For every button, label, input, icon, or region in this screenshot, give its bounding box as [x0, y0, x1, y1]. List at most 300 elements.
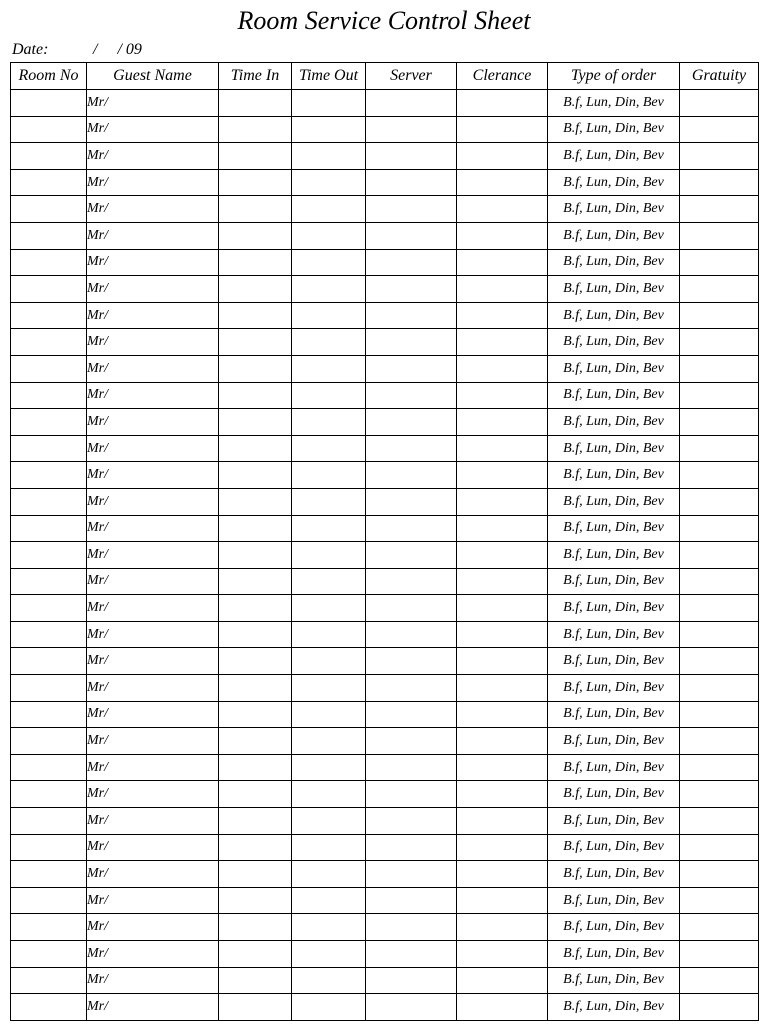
clerance-cell	[457, 462, 548, 489]
gratuity-cell	[680, 834, 759, 861]
type-of-order-cell: B.f, Lun, Din, Bev	[548, 249, 680, 276]
guest-name-cell: Mr/	[87, 675, 219, 702]
gratuity-cell	[680, 887, 759, 914]
gratuity-cell	[680, 648, 759, 675]
type-of-order-cell: B.f, Lun, Din, Bev	[548, 754, 680, 781]
type-of-order-cell: B.f, Lun, Din, Bev	[548, 409, 680, 436]
type-of-order-cell: B.f, Lun, Din, Bev	[548, 302, 680, 329]
server-cell	[366, 914, 457, 941]
guest-name-cell: Mr/	[87, 409, 219, 436]
header-row	[11, 63, 759, 90]
clerance-cell	[457, 808, 548, 835]
col-header-time-in: Time In	[219, 63, 292, 90]
table-row	[11, 621, 759, 648]
server-cell	[366, 302, 457, 329]
gratuity-cell	[680, 169, 759, 196]
server-cell	[366, 196, 457, 223]
time-in-cell	[219, 994, 292, 1021]
guest-name-cell: Mr/	[87, 621, 219, 648]
type-of-order-cell: B.f, Lun, Din, Bev	[548, 781, 680, 808]
time-out-cell	[292, 222, 366, 249]
table-row	[11, 542, 759, 569]
room-no-cell	[11, 701, 87, 728]
guest-name-cell: Mr/	[87, 754, 219, 781]
time-in-cell	[219, 542, 292, 569]
table-row	[11, 675, 759, 702]
time-in-cell	[219, 675, 292, 702]
type-of-order-cell: B.f, Lun, Din, Bev	[548, 728, 680, 755]
gratuity-cell	[680, 861, 759, 888]
server-cell	[366, 249, 457, 276]
clerance-cell	[457, 675, 548, 702]
server-cell	[366, 143, 457, 170]
server-cell	[366, 941, 457, 968]
server-cell	[366, 222, 457, 249]
guest-name-cell: Mr/	[87, 941, 219, 968]
type-of-order-cell: B.f, Lun, Din, Bev	[548, 143, 680, 170]
gratuity-cell	[680, 515, 759, 542]
room-no-cell	[11, 834, 87, 861]
type-of-order-cell: B.f, Lun, Din, Bev	[548, 169, 680, 196]
clerance-cell	[457, 941, 548, 968]
control-sheet-table	[10, 62, 759, 1021]
guest-name-cell: Mr/	[87, 90, 219, 117]
room-no-cell	[11, 967, 87, 994]
time-in-cell	[219, 754, 292, 781]
gratuity-cell	[680, 754, 759, 781]
time-out-cell	[292, 116, 366, 143]
room-no-cell	[11, 249, 87, 276]
room-no-cell	[11, 675, 87, 702]
table-row	[11, 169, 759, 196]
room-no-cell	[11, 435, 87, 462]
time-out-cell	[292, 382, 366, 409]
gratuity-cell	[680, 302, 759, 329]
guest-name-cell: Mr/	[87, 169, 219, 196]
table-row	[11, 196, 759, 223]
time-in-cell	[219, 409, 292, 436]
col-header-gratuity: Gratuity	[680, 63, 759, 90]
guest-name-cell: Mr/	[87, 302, 219, 329]
table-row	[11, 701, 759, 728]
room-no-cell	[11, 941, 87, 968]
time-out-cell	[292, 675, 366, 702]
room-no-cell	[11, 488, 87, 515]
type-of-order-cell: B.f, Lun, Din, Bev	[548, 914, 680, 941]
time-in-cell	[219, 621, 292, 648]
table-row	[11, 355, 759, 382]
guest-name-cell: Mr/	[87, 994, 219, 1021]
table-row	[11, 382, 759, 409]
table-row	[11, 435, 759, 462]
time-out-cell	[292, 435, 366, 462]
time-in-cell	[219, 568, 292, 595]
guest-name-cell: Mr/	[87, 249, 219, 276]
time-out-cell	[292, 169, 366, 196]
server-cell	[366, 409, 457, 436]
type-of-order-cell: B.f, Lun, Din, Bev	[548, 116, 680, 143]
type-of-order-cell: B.f, Lun, Din, Bev	[548, 196, 680, 223]
server-cell	[366, 701, 457, 728]
room-no-cell	[11, 728, 87, 755]
clerance-cell	[457, 542, 548, 569]
time-out-cell	[292, 196, 366, 223]
room-no-cell	[11, 222, 87, 249]
clerance-cell	[457, 435, 548, 462]
gratuity-cell	[680, 967, 759, 994]
time-out-cell	[292, 728, 366, 755]
time-out-cell	[292, 542, 366, 569]
time-in-cell	[219, 701, 292, 728]
time-in-cell	[219, 728, 292, 755]
room-no-cell	[11, 861, 87, 888]
server-cell	[366, 887, 457, 914]
gratuity-cell	[680, 994, 759, 1021]
guest-name-cell: Mr/	[87, 914, 219, 941]
time-in-cell	[219, 435, 292, 462]
time-in-cell	[219, 781, 292, 808]
time-out-cell	[292, 90, 366, 117]
table-row	[11, 754, 759, 781]
time-in-cell	[219, 834, 292, 861]
time-in-cell	[219, 169, 292, 196]
guest-name-cell: Mr/	[87, 568, 219, 595]
gratuity-cell	[680, 355, 759, 382]
server-cell	[366, 488, 457, 515]
type-of-order-cell: B.f, Lun, Din, Bev	[548, 595, 680, 622]
table-row	[11, 116, 759, 143]
table-row	[11, 568, 759, 595]
server-cell	[366, 568, 457, 595]
table-row	[11, 276, 759, 303]
gratuity-cell	[680, 808, 759, 835]
room-no-cell	[11, 914, 87, 941]
server-cell	[366, 728, 457, 755]
room-no-cell	[11, 355, 87, 382]
time-in-cell	[219, 355, 292, 382]
time-out-cell	[292, 621, 366, 648]
room-no-cell	[11, 648, 87, 675]
time-in-cell	[219, 462, 292, 489]
room-no-cell	[11, 887, 87, 914]
time-out-cell	[292, 515, 366, 542]
time-out-cell	[292, 994, 366, 1021]
gratuity-cell	[680, 196, 759, 223]
type-of-order-cell: B.f, Lun, Din, Bev	[548, 488, 680, 515]
time-out-cell	[292, 887, 366, 914]
date-value: / / 09	[93, 41, 142, 58]
gratuity-cell	[680, 728, 759, 755]
type-of-order-cell: B.f, Lun, Din, Bev	[548, 90, 680, 117]
room-no-cell	[11, 409, 87, 436]
gratuity-cell	[680, 116, 759, 143]
gratuity-cell	[680, 329, 759, 356]
room-no-cell	[11, 143, 87, 170]
type-of-order-cell: B.f, Lun, Din, Bev	[548, 462, 680, 489]
type-of-order-cell: B.f, Lun, Din, Bev	[548, 222, 680, 249]
clerance-cell	[457, 222, 548, 249]
gratuity-cell	[680, 143, 759, 170]
clerance-cell	[457, 887, 548, 914]
server-cell	[366, 648, 457, 675]
time-in-cell	[219, 488, 292, 515]
server-cell	[366, 967, 457, 994]
type-of-order-cell: B.f, Lun, Din, Bev	[548, 435, 680, 462]
time-in-cell	[219, 808, 292, 835]
clerance-cell	[457, 914, 548, 941]
guest-name-cell: Mr/	[87, 462, 219, 489]
type-of-order-cell: B.f, Lun, Din, Bev	[548, 861, 680, 888]
type-of-order-cell: B.f, Lun, Din, Bev	[548, 621, 680, 648]
gratuity-cell	[680, 595, 759, 622]
gratuity-cell	[680, 249, 759, 276]
time-in-cell	[219, 276, 292, 303]
room-no-cell	[11, 754, 87, 781]
time-in-cell	[219, 302, 292, 329]
type-of-order-cell: B.f, Lun, Din, Bev	[548, 568, 680, 595]
gratuity-cell	[680, 488, 759, 515]
clerance-cell	[457, 781, 548, 808]
room-no-cell	[11, 781, 87, 808]
room-no-cell	[11, 462, 87, 489]
clerance-cell	[457, 994, 548, 1021]
gratuity-cell	[680, 276, 759, 303]
guest-name-cell: Mr/	[87, 834, 219, 861]
gratuity-cell	[680, 435, 759, 462]
type-of-order-cell: B.f, Lun, Din, Bev	[548, 808, 680, 835]
type-of-order-cell: B.f, Lun, Din, Bev	[548, 675, 680, 702]
type-of-order-cell: B.f, Lun, Din, Bev	[548, 648, 680, 675]
table-row	[11, 90, 759, 117]
guest-name-cell: Mr/	[87, 355, 219, 382]
server-cell	[366, 435, 457, 462]
server-cell	[366, 116, 457, 143]
guest-name-cell: Mr/	[87, 329, 219, 356]
clerance-cell	[457, 116, 548, 143]
room-no-cell	[11, 515, 87, 542]
table-row	[11, 222, 759, 249]
room-no-cell	[11, 994, 87, 1021]
time-in-cell	[219, 941, 292, 968]
time-in-cell	[219, 887, 292, 914]
clerance-cell	[457, 595, 548, 622]
server-cell	[366, 754, 457, 781]
server-cell	[366, 276, 457, 303]
table-row	[11, 488, 759, 515]
col-header-room-no: Room No	[11, 63, 87, 90]
col-header-server: Server	[366, 63, 457, 90]
room-no-cell	[11, 276, 87, 303]
table-row	[11, 808, 759, 835]
clerance-cell	[457, 515, 548, 542]
table-body	[11, 90, 759, 1021]
table-row	[11, 728, 759, 755]
guest-name-cell: Mr/	[87, 276, 219, 303]
clerance-cell	[457, 967, 548, 994]
table-row	[11, 249, 759, 276]
clerance-cell	[457, 701, 548, 728]
type-of-order-cell: B.f, Lun, Din, Bev	[548, 542, 680, 569]
time-out-cell	[292, 302, 366, 329]
guest-name-cell: Mr/	[87, 808, 219, 835]
table-row	[11, 781, 759, 808]
clerance-cell	[457, 90, 548, 117]
guest-name-cell: Mr/	[87, 116, 219, 143]
clerance-cell	[457, 302, 548, 329]
gratuity-cell	[680, 914, 759, 941]
time-out-cell	[292, 462, 366, 489]
table-row	[11, 515, 759, 542]
gratuity-cell	[680, 462, 759, 489]
guest-name-cell: Mr/	[87, 196, 219, 223]
guest-name-cell: Mr/	[87, 143, 219, 170]
guest-name-cell: Mr/	[87, 781, 219, 808]
type-of-order-cell: B.f, Lun, Din, Bev	[548, 941, 680, 968]
room-no-cell	[11, 196, 87, 223]
room-no-cell	[11, 90, 87, 117]
clerance-cell	[457, 409, 548, 436]
server-cell	[366, 90, 457, 117]
time-out-cell	[292, 355, 366, 382]
table-row	[11, 994, 759, 1021]
time-out-cell	[292, 488, 366, 515]
clerance-cell	[457, 861, 548, 888]
gratuity-cell	[680, 941, 759, 968]
clerance-cell	[457, 329, 548, 356]
guest-name-cell: Mr/	[87, 728, 219, 755]
room-no-cell	[11, 808, 87, 835]
table-row	[11, 409, 759, 436]
guest-name-cell: Mr/	[87, 701, 219, 728]
gratuity-cell	[680, 621, 759, 648]
date-label: Date:	[12, 41, 49, 58]
gratuity-cell	[680, 542, 759, 569]
time-in-cell	[219, 90, 292, 117]
gratuity-cell	[680, 409, 759, 436]
clerance-cell	[457, 382, 548, 409]
server-cell	[366, 355, 457, 382]
time-in-cell	[219, 329, 292, 356]
time-in-cell	[219, 196, 292, 223]
time-in-cell	[219, 143, 292, 170]
server-cell	[366, 515, 457, 542]
type-of-order-cell: B.f, Lun, Din, Bev	[548, 887, 680, 914]
time-out-cell	[292, 276, 366, 303]
time-out-cell	[292, 941, 366, 968]
time-out-cell	[292, 861, 366, 888]
guest-name-cell: Mr/	[87, 435, 219, 462]
table-row	[11, 967, 759, 994]
clerance-cell	[457, 754, 548, 781]
type-of-order-cell: B.f, Lun, Din, Bev	[548, 355, 680, 382]
clerance-cell	[457, 276, 548, 303]
server-cell	[366, 994, 457, 1021]
room-no-cell	[11, 595, 87, 622]
time-in-cell	[219, 249, 292, 276]
time-out-cell	[292, 808, 366, 835]
table-row	[11, 302, 759, 329]
col-header-guest-name: Guest Name	[87, 63, 219, 90]
server-cell	[366, 595, 457, 622]
time-in-cell	[219, 648, 292, 675]
clerance-cell	[457, 355, 548, 382]
time-out-cell	[292, 143, 366, 170]
table-row	[11, 941, 759, 968]
time-out-cell	[292, 568, 366, 595]
clerance-cell	[457, 568, 548, 595]
room-no-cell	[11, 169, 87, 196]
time-out-cell	[292, 914, 366, 941]
table-row	[11, 462, 759, 489]
clerance-cell	[457, 834, 548, 861]
time-out-cell	[292, 329, 366, 356]
clerance-cell	[457, 169, 548, 196]
gratuity-cell	[680, 781, 759, 808]
table-row	[11, 914, 759, 941]
table-row	[11, 887, 759, 914]
table-row	[11, 143, 759, 170]
guest-name-cell: Mr/	[87, 595, 219, 622]
time-in-cell	[219, 222, 292, 249]
clerance-cell	[457, 196, 548, 223]
room-no-cell	[11, 542, 87, 569]
type-of-order-cell: B.f, Lun, Din, Bev	[548, 967, 680, 994]
server-cell	[366, 542, 457, 569]
time-in-cell	[219, 861, 292, 888]
gratuity-cell	[680, 675, 759, 702]
table-row	[11, 329, 759, 356]
clerance-cell	[457, 648, 548, 675]
room-no-cell	[11, 302, 87, 329]
type-of-order-cell: B.f, Lun, Din, Bev	[548, 834, 680, 861]
type-of-order-cell: B.f, Lun, Din, Bev	[548, 382, 680, 409]
type-of-order-cell: B.f, Lun, Din, Bev	[548, 994, 680, 1021]
sheet-title: Room Service Control Sheet	[237, 6, 531, 35]
time-in-cell	[219, 914, 292, 941]
guest-name-cell: Mr/	[87, 648, 219, 675]
clerance-cell	[457, 249, 548, 276]
time-out-cell	[292, 701, 366, 728]
date-line	[12, 40, 312, 60]
table-row	[11, 595, 759, 622]
clerance-cell	[457, 621, 548, 648]
col-header-clerance: Clerance	[457, 63, 548, 90]
gratuity-cell	[680, 701, 759, 728]
type-of-order-cell: B.f, Lun, Din, Bev	[548, 276, 680, 303]
guest-name-cell: Mr/	[87, 222, 219, 249]
time-in-cell	[219, 595, 292, 622]
time-out-cell	[292, 648, 366, 675]
guest-name-cell: Mr/	[87, 488, 219, 515]
table-row	[11, 648, 759, 675]
time-out-cell	[292, 834, 366, 861]
guest-name-cell: Mr/	[87, 967, 219, 994]
guest-name-cell: Mr/	[87, 542, 219, 569]
table-row	[11, 834, 759, 861]
server-cell	[366, 834, 457, 861]
server-cell	[366, 808, 457, 835]
type-of-order-cell: B.f, Lun, Din, Bev	[548, 701, 680, 728]
room-no-cell	[11, 329, 87, 356]
room-no-cell	[11, 621, 87, 648]
time-out-cell	[292, 781, 366, 808]
guest-name-cell: Mr/	[87, 515, 219, 542]
server-cell	[366, 621, 457, 648]
server-cell	[366, 382, 457, 409]
type-of-order-cell: B.f, Lun, Din, Bev	[548, 515, 680, 542]
time-in-cell	[219, 967, 292, 994]
server-cell	[366, 329, 457, 356]
